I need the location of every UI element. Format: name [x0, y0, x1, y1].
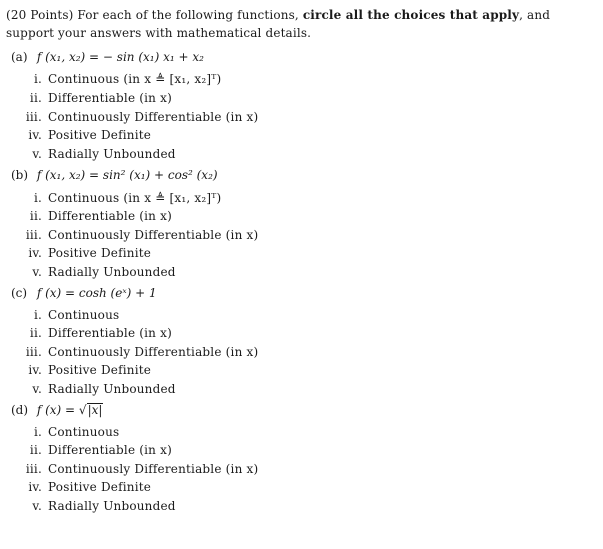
choice-text: Continuous (in x ≜ [x₁, x₂]ᵀ) [48, 191, 222, 205]
choice-c-ii[interactable] [16, 326, 172, 340]
choice-text: Positive Definite [48, 363, 152, 377]
choice-number: ii. [29, 91, 42, 105]
choice-number: v. [32, 265, 42, 279]
problem-label: (b) [11, 168, 29, 182]
choice-d-ii[interactable] [16, 443, 172, 457]
choice-text: Radially Unbounded [48, 147, 176, 161]
choice-text: Continuously Differentiable (in x) [48, 462, 259, 476]
choice-text: Positive Definite [48, 246, 152, 260]
problem-function: f (x) = cosh (eˣ) + 1 [36, 286, 157, 300]
choice-c-v[interactable] [16, 382, 176, 396]
choice-text: Continuous [48, 425, 120, 439]
choice-number: iv. [28, 128, 42, 142]
choice-text: Continuous (in x ≜ [x₁, x₂]ᵀ) [48, 72, 222, 86]
choice-number: i. [33, 72, 42, 86]
choice-number: iii. [25, 462, 42, 476]
problem-a-heading [11, 50, 204, 64]
choice-number: i. [33, 191, 42, 205]
choice-a-iv[interactable] [16, 128, 151, 142]
problem-label: (a) [11, 50, 28, 64]
instructions-emphasis: circle all the choices that apply [302, 8, 520, 22]
choice-text: Radially Unbounded [48, 499, 176, 513]
problem-b-heading [11, 168, 218, 182]
choice-d-iii[interactable] [16, 462, 258, 476]
instructions-lead: For each of the following functions, [73, 8, 303, 22]
choice-b-i[interactable] [16, 191, 221, 205]
choice-b-ii[interactable] [16, 209, 172, 223]
choice-text: Differentiable (in x) [48, 326, 172, 340]
choice-number: i. [33, 425, 42, 439]
choice-a-ii[interactable] [16, 91, 172, 105]
problem-function-prefix: f (x) = [36, 403, 79, 417]
choice-number: iii. [25, 228, 42, 242]
choice-d-iv[interactable] [16, 480, 151, 494]
problem-label: (c) [11, 286, 28, 300]
choice-b-iii[interactable] [16, 228, 258, 242]
choice-number: iii. [25, 345, 42, 359]
choice-number: ii. [29, 443, 42, 457]
choice-d-i[interactable] [16, 425, 119, 439]
choice-number: v. [32, 499, 42, 513]
instructions-tail: , and support your answers with mathematical details. [6, 8, 551, 40]
choice-text: Differentiable (in x) [48, 443, 172, 457]
choice-c-iii[interactable] [16, 345, 258, 359]
choice-number: i. [33, 308, 42, 322]
choice-c-iv[interactable] [16, 363, 151, 377]
choice-number: v. [32, 382, 42, 396]
choice-text: Positive Definite [48, 128, 152, 142]
choice-number: v. [32, 147, 42, 161]
choice-a-v[interactable] [16, 147, 176, 161]
question-instructions [6, 6, 598, 42]
problem-function: f (x₁, x₂) = sin² (x₁) + cos² (x₂) [36, 168, 218, 182]
choice-a-i[interactable] [16, 72, 221, 86]
radicand: |x| [87, 403, 103, 417]
points-label: (20 Points) [6, 8, 74, 22]
choice-text: Differentiable (in x) [48, 91, 172, 105]
choice-text: Radially Unbounded [48, 265, 176, 279]
choice-number: iv. [28, 246, 42, 260]
choice-text: Continuously Differentiable (in x) [48, 110, 259, 124]
choice-text: Continuously Differentiable (in x) [48, 228, 259, 242]
choice-number: iv. [28, 480, 42, 494]
choice-text: Continuously Differentiable (in x) [48, 345, 259, 359]
choice-text: Radially Unbounded [48, 382, 176, 396]
problem-function: f (x₁, x₂) = − sin (x₁) x₁ + x₂ [36, 50, 204, 64]
problem-c-heading [11, 286, 157, 300]
problem-label: (d) [11, 403, 29, 417]
choice-number: iii. [25, 110, 42, 124]
choice-text: Differentiable (in x) [48, 209, 172, 223]
choice-number: ii. [29, 209, 42, 223]
problem-d-heading [11, 403, 103, 417]
radical-sign: √ [78, 403, 87, 417]
choice-b-v[interactable] [16, 265, 176, 279]
choice-text: Positive Definite [48, 480, 152, 494]
choice-number: iv. [28, 363, 42, 377]
choice-a-iii[interactable] [16, 110, 258, 124]
choice-c-i[interactable] [16, 308, 119, 322]
choice-number: ii. [29, 326, 42, 340]
choice-b-iv[interactable] [16, 246, 151, 260]
choice-d-v[interactable] [16, 499, 176, 513]
choice-text: Continuous [48, 308, 120, 322]
